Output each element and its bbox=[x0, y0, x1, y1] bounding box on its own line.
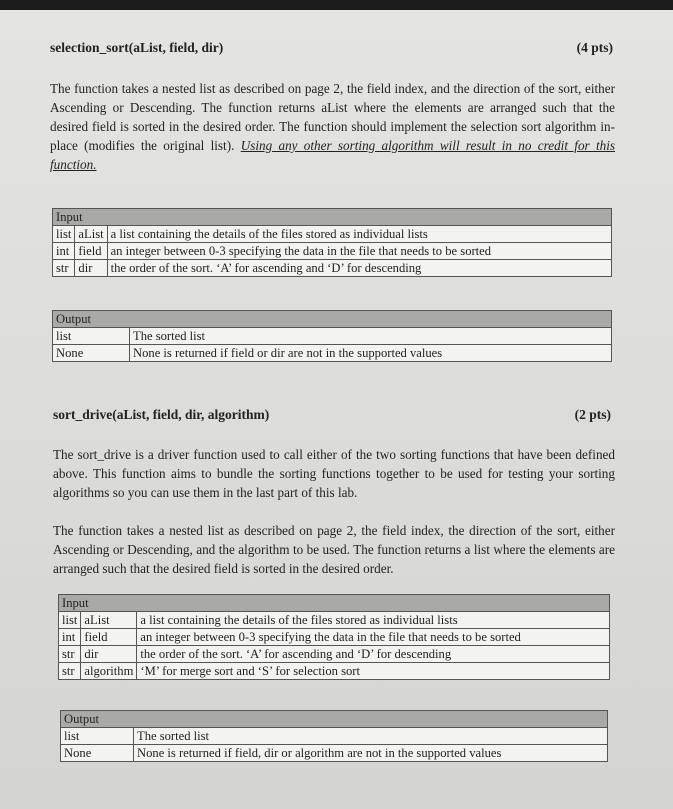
param-type: str bbox=[59, 646, 81, 663]
param-name: aList bbox=[75, 226, 107, 243]
table-row bbox=[53, 328, 612, 345]
table-header: Output bbox=[61, 711, 608, 728]
param-desc: the order of the sort. ‘A’ for ascending and ‘D’ for descending bbox=[107, 260, 611, 277]
section1-points: (4 pts) bbox=[576, 40, 613, 55]
param-desc: an integer between 0-3 specifying the data in the file that needs to be sorted bbox=[137, 629, 610, 646]
section2-input-table bbox=[58, 594, 610, 680]
table-row bbox=[61, 728, 608, 745]
param-type: list bbox=[59, 612, 81, 629]
table-header-row bbox=[59, 595, 610, 612]
param-name: dir bbox=[81, 646, 137, 663]
return-desc: None is returned if field or dir are not in the supported values bbox=[130, 345, 612, 362]
table-row bbox=[59, 663, 610, 680]
return-type: list bbox=[61, 728, 134, 745]
table-row bbox=[59, 629, 610, 646]
table-header: Input bbox=[59, 595, 610, 612]
section1-heading bbox=[50, 40, 613, 56]
section1-input-table bbox=[52, 208, 612, 277]
return-type: None bbox=[61, 745, 134, 762]
table-row bbox=[59, 646, 610, 663]
param-desc: an integer between 0-3 specifying the data in the file that needs to be sorted bbox=[107, 243, 611, 260]
param-name: algorithm bbox=[81, 663, 137, 680]
return-desc: None is returned if field, dir or algorithm are not in the supported values bbox=[134, 745, 608, 762]
section1-output-table bbox=[52, 310, 612, 362]
return-type: None bbox=[53, 345, 130, 362]
param-name: field bbox=[75, 243, 107, 260]
section1-description bbox=[50, 79, 615, 174]
section2-heading bbox=[53, 407, 611, 423]
table-row bbox=[53, 243, 612, 260]
section2-points: (2 pts) bbox=[574, 407, 611, 422]
param-desc: ‘M’ for merge sort and ‘S’ for selection sort bbox=[137, 663, 610, 680]
param-type: list bbox=[53, 226, 75, 243]
table-row bbox=[53, 226, 612, 243]
section2-signature: sort_drive(aList, field, dir, algorithm) bbox=[53, 407, 270, 422]
table-header-row bbox=[53, 209, 612, 226]
table-header: Input bbox=[53, 209, 612, 226]
param-type: str bbox=[59, 663, 81, 680]
table-header-row bbox=[61, 711, 608, 728]
section2-output-table bbox=[60, 710, 608, 762]
return-desc: The sorted list bbox=[130, 328, 612, 345]
table-row bbox=[53, 345, 612, 362]
param-desc: a list containing the details of the files stored as individual lists bbox=[137, 612, 610, 629]
table-row bbox=[53, 260, 612, 277]
section1-description-warning: Using any other sorting algorithm will result in no credit for this function. bbox=[50, 138, 615, 172]
param-type: int bbox=[59, 629, 81, 646]
screen-top-bezel bbox=[0, 0, 673, 10]
param-desc: the order of the sort. ‘A’ for ascending and ‘D’ for descending bbox=[137, 646, 610, 663]
param-desc: a list containing the details of the files stored as individual lists bbox=[107, 226, 611, 243]
param-type: str bbox=[53, 260, 75, 277]
section2-description-1: The sort_drive is a driver function used to call either of the two sorting functions that have been defined above. This function aims to bundle the sorting functions together to be used for testing your sorting algorithms so you can use them in the last part of this lab. bbox=[53, 447, 615, 500]
return-desc: The sorted list bbox=[134, 728, 608, 745]
table-header: Output bbox=[53, 311, 612, 328]
return-type: list bbox=[53, 328, 130, 345]
section1-description-main: The function takes a nested list as described on page 2, the field index, and the direction of the sort, either Ascending or Descending. The function returns aList where the elements are arranged such that the desired field is sorted in the desired order. The function should implement the selection sort algorithm in-place (modifies the original list). bbox=[50, 81, 615, 153]
param-type: int bbox=[53, 243, 75, 260]
table-row bbox=[59, 612, 610, 629]
param-name: field bbox=[81, 629, 137, 646]
section1-signature: selection_sort(aList, field, dir) bbox=[50, 40, 224, 55]
param-name: aList bbox=[81, 612, 137, 629]
table-row bbox=[61, 745, 608, 762]
table-header-row bbox=[53, 311, 612, 328]
section2-description-2: The function takes a nested list as described on page 2, the field index, the direction of the sort, either Ascending or Descending, and the algorithm to be used. The function returns a list where the elements are arranged such that the desired field is sorted in the desired order. bbox=[53, 523, 615, 576]
param-name: dir bbox=[75, 260, 107, 277]
